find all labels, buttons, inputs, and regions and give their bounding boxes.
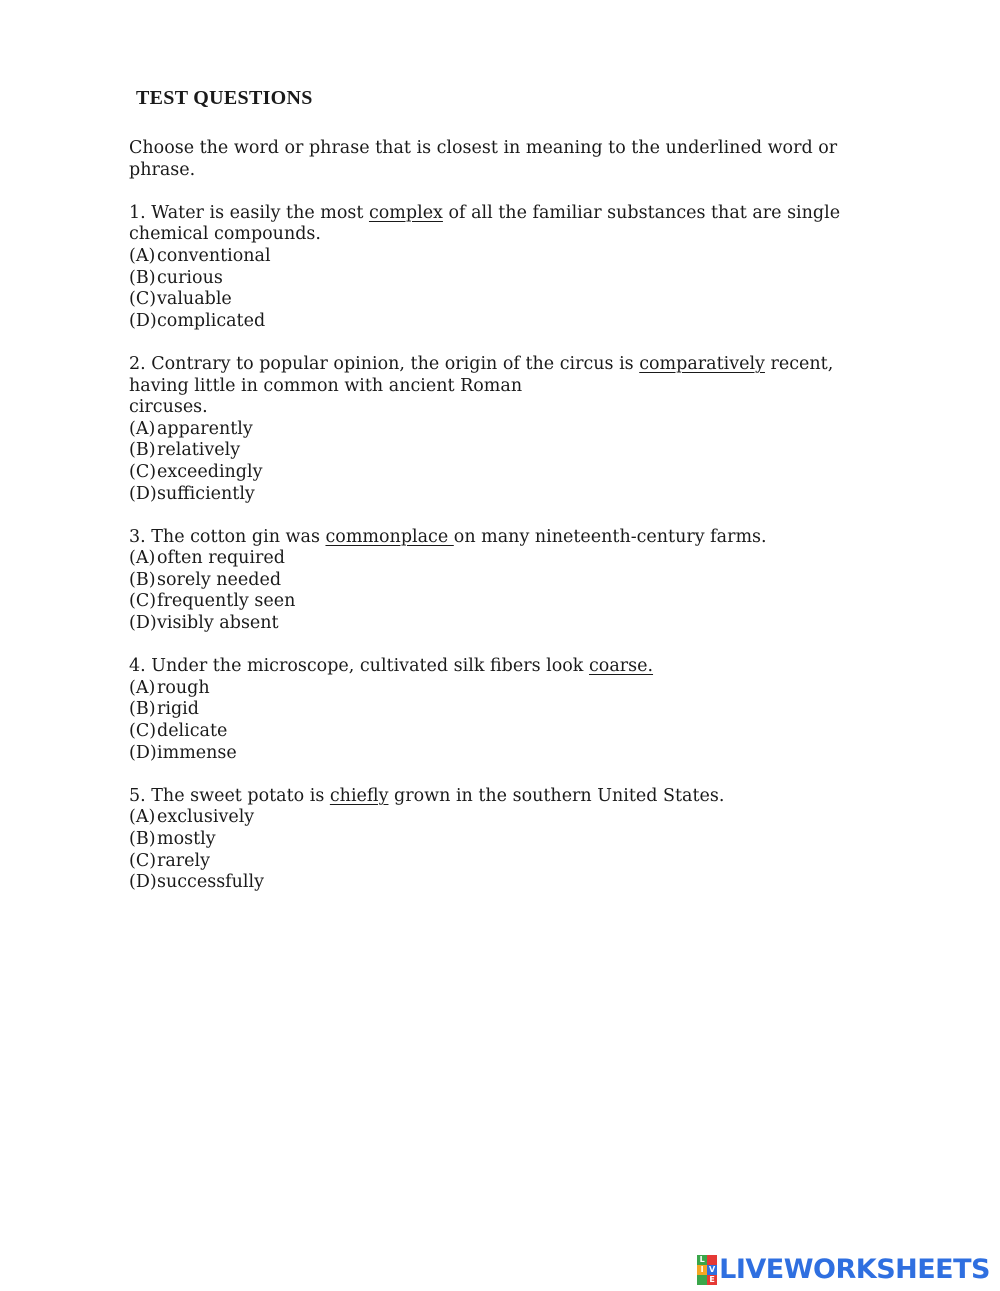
question-stem-line xyxy=(129,354,869,397)
option-letter: (D) xyxy=(129,483,157,504)
option-text: exclusively xyxy=(157,807,255,828)
logo-mark-tile: V xyxy=(709,1265,716,1274)
answer-option xyxy=(129,678,869,700)
option-text: rarely xyxy=(157,850,211,871)
question-2 xyxy=(129,354,869,505)
answer-option xyxy=(129,743,869,765)
question-stem xyxy=(129,656,869,678)
page-title: TEST QUESTIONS xyxy=(136,87,313,109)
answer-option xyxy=(129,311,869,333)
question-3 xyxy=(129,527,869,635)
question-stem-line xyxy=(129,786,869,808)
option-letter: (B) xyxy=(129,440,156,461)
answer-option xyxy=(129,721,869,743)
underlined-word: commonplace xyxy=(325,526,454,547)
option-text: curious xyxy=(157,267,223,288)
answer-option xyxy=(129,570,869,592)
answer-option xyxy=(129,419,869,441)
option-letter: (A) xyxy=(129,807,156,828)
stem-text: 5. The sweet potato is xyxy=(129,785,330,806)
answer-option xyxy=(129,851,869,873)
underlined-word: coarse. xyxy=(588,656,654,677)
answer-option xyxy=(129,829,869,851)
option-letter: (A) xyxy=(129,548,156,569)
option-text: valuable xyxy=(157,289,232,310)
question-stem xyxy=(129,203,869,246)
option-text: sufficiently xyxy=(157,483,255,504)
underlined-word: chiefly xyxy=(329,785,389,806)
option-text: visibly absent xyxy=(157,613,279,634)
option-letter: (C) xyxy=(129,721,157,742)
answer-option xyxy=(129,462,869,484)
answer-option xyxy=(129,807,869,829)
answer-options xyxy=(129,678,869,764)
option-letter: (C) xyxy=(129,289,157,310)
logo-text: LIVEWORKSHEETS xyxy=(719,1254,990,1285)
answer-option xyxy=(129,699,869,721)
option-letter: (C) xyxy=(129,591,157,612)
option-text: sorely needed xyxy=(157,569,282,590)
instructions: Choose the word or phrase that is closest in meaning to the underlined word or phrase. xyxy=(129,138,838,180)
answer-option xyxy=(129,440,869,462)
answer-option xyxy=(129,591,869,613)
option-text: often required xyxy=(157,548,285,569)
stem-text: recent, having little in common with ancient Roman xyxy=(129,353,834,396)
question-4 xyxy=(129,656,869,764)
question-1 xyxy=(129,203,869,333)
question-stem-line xyxy=(129,397,869,419)
option-text: immense xyxy=(157,742,237,763)
answer-options xyxy=(129,419,869,505)
option-letter: (C) xyxy=(129,850,157,871)
option-text: mostly xyxy=(157,829,216,849)
option-letter: (D) xyxy=(129,613,157,634)
answer-options xyxy=(129,807,869,893)
option-letter: (A) xyxy=(129,677,156,698)
option-letter: (B) xyxy=(129,569,156,590)
question-stem-line xyxy=(129,527,869,549)
liveworksheets-logo xyxy=(697,1254,990,1285)
option-letter: (B) xyxy=(129,699,156,720)
stem-text: circuses. xyxy=(129,397,208,418)
stem-text: 3. The cotton gin was xyxy=(129,526,326,547)
logo-mark-tile: I xyxy=(697,1265,707,1275)
option-text: rigid xyxy=(157,699,199,720)
option-letter: (A) xyxy=(129,245,156,266)
logo-mark-icon xyxy=(697,1255,717,1285)
question-stem xyxy=(129,527,869,549)
option-letter: (D) xyxy=(129,742,157,763)
logo-mark-tile xyxy=(707,1255,717,1265)
option-text: relatively xyxy=(157,440,241,461)
question-5 xyxy=(129,786,869,894)
logo-mark-tile: E xyxy=(707,1275,717,1285)
option-letter: (B) xyxy=(129,267,156,288)
option-letter: (D) xyxy=(129,310,157,331)
answer-option xyxy=(129,613,869,635)
answer-options xyxy=(129,246,869,332)
question-stem-line xyxy=(129,203,869,246)
underlined-word: comparatively xyxy=(639,353,765,374)
option-text: delicate xyxy=(157,721,228,742)
option-letter: (B) xyxy=(129,829,156,849)
answer-option xyxy=(129,268,869,290)
stem-text: grown in the southern United States. xyxy=(388,785,725,806)
stem-text: 1. Water is easily the most xyxy=(129,202,369,223)
answer-option xyxy=(129,548,869,570)
question-list xyxy=(129,203,869,894)
answer-option xyxy=(129,872,869,894)
stem-text: on many nineteenth-century farms. xyxy=(453,526,767,547)
option-text: complicated xyxy=(157,310,266,331)
option-text: frequently seen xyxy=(157,591,296,612)
stem-text: 2. Contrary to popular opinion, the origin of the circus is xyxy=(129,353,640,374)
option-text: exceedingly xyxy=(157,461,263,482)
option-text: apparently xyxy=(157,418,253,439)
option-letter: (D) xyxy=(129,872,157,893)
answer-options xyxy=(129,548,869,634)
question-stem-line xyxy=(129,656,869,678)
logo-mark-tile xyxy=(697,1275,707,1285)
answer-option xyxy=(129,246,869,268)
logo-mark-tile: L xyxy=(697,1255,707,1265)
option-letter: (C) xyxy=(129,461,157,482)
option-letter: (A) xyxy=(129,418,156,439)
option-text: successfully xyxy=(157,872,264,893)
question-stem xyxy=(129,786,869,808)
answer-option xyxy=(129,484,869,506)
underlined-word: complex xyxy=(368,202,443,223)
stem-text: 4. Under the microscope, cultivated silk fibers look xyxy=(129,656,589,677)
stem-text: of all the familiar substances that are single chemical compounds. xyxy=(129,202,841,245)
option-text: conventional xyxy=(157,245,271,266)
option-text: rough xyxy=(157,677,210,698)
answer-option xyxy=(129,289,869,311)
worksheet-content xyxy=(129,138,869,894)
question-stem xyxy=(129,354,869,419)
